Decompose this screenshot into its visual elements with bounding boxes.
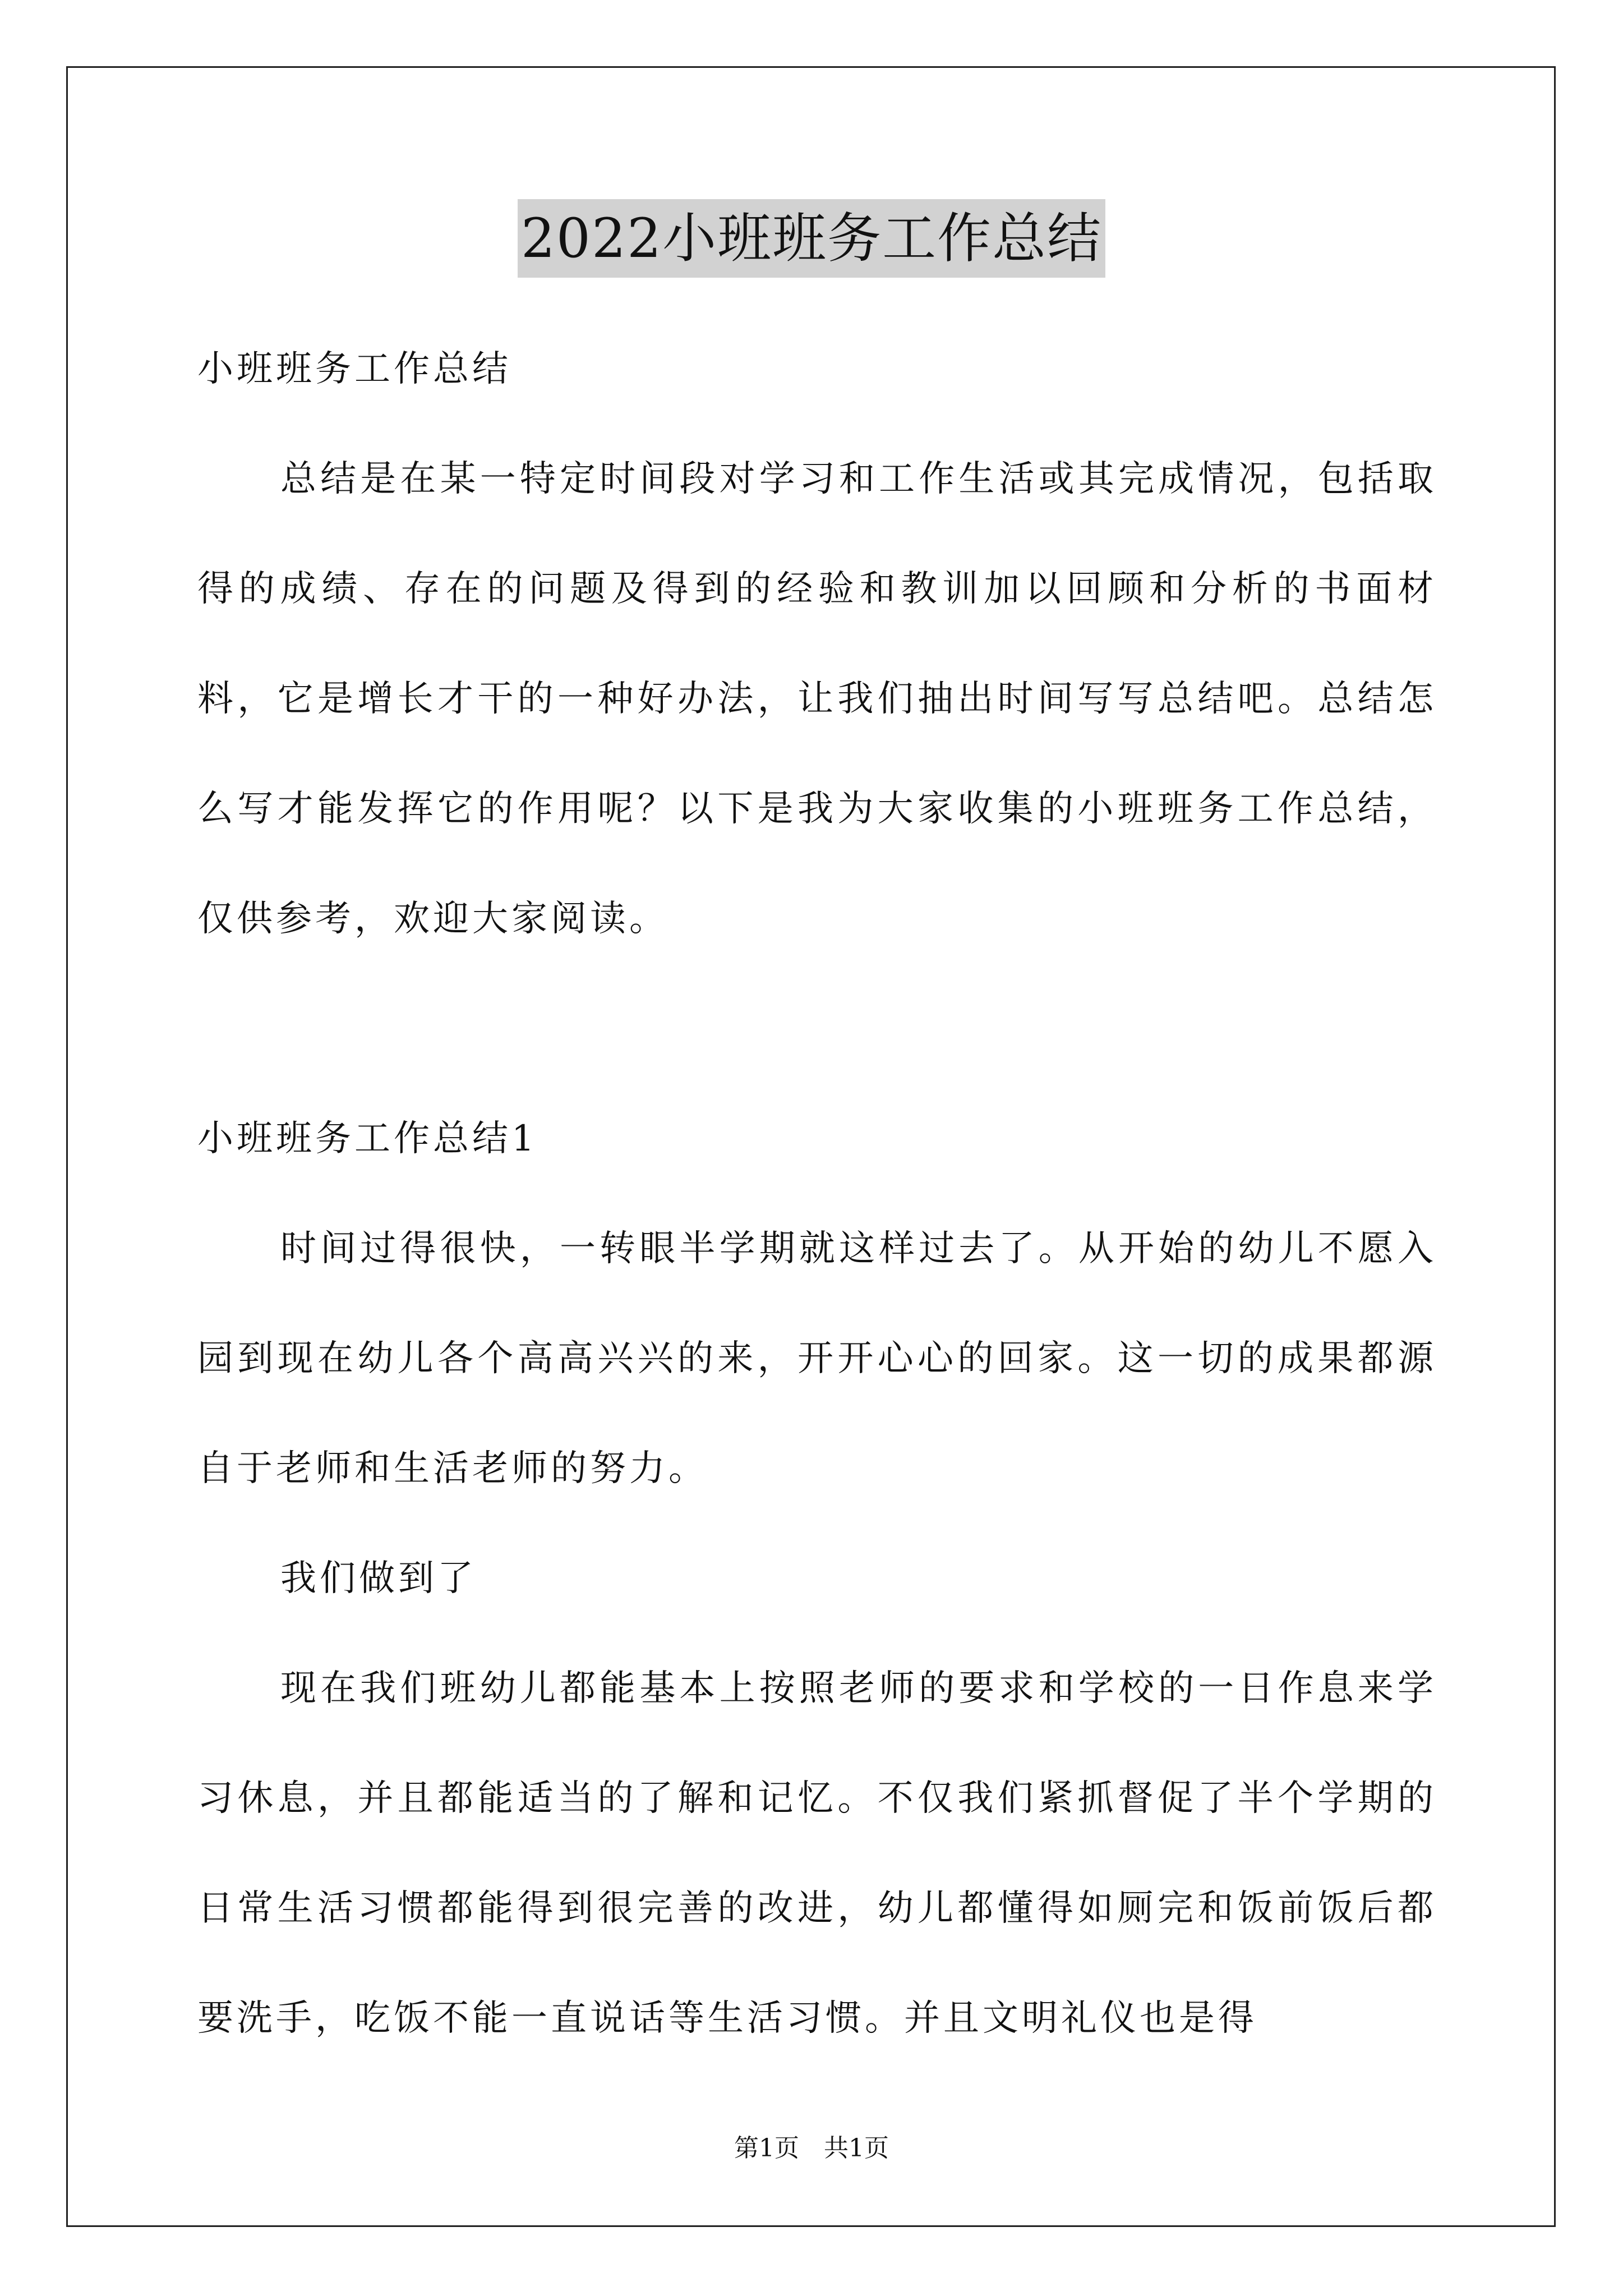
intro-paragraph: 总结是在某一特定时间段对学习和工作生活或其完成情况，包括取得的成绩、存在的问题及得到的经验和教训加以回顾和分析的书面材料，它是增长才干的一种好办法，让我们抽出时间写写总结吧。总结怎么写才能发挥它的作用呢？以下是我为大家收集的小班班务工作总结，仅供参考，欢迎大家阅读。 [197,458,1437,940]
document-title: 2022小班班务工作总结 [518,199,1105,278]
body-paragraph: 现在我们班幼儿都能基本上按照老师的要求和学校的一日作息来学习休息，并且都能适当的了解和记忆。不仅我们紧抓督促了半个学期的日常生活习惯都能得到很完善的改进，幼儿都懂得如厕完和饭前饭后都要洗手，吃饭不能一直说话等生活习惯。并且文明礼仪也是得 [197,1668,1437,2039]
body-paragraph: 时间过得很快，一转眼半学期就这样过去了。从开始的幼儿不愿入园到现在幼儿各个高高兴兴的来，开开心心的回家。这一切的成果都源自于老师和生活老师的努力。 [197,1228,1437,1489]
page-footer: 第1页 共1页 [734,2134,889,2162]
section-spacer [197,974,1437,1084]
body-paragraph: 我们做到了 [280,1558,477,1599]
section-heading: 小班班务工作总结1 [197,1118,538,1159]
subtitle-heading: 小班班务工作总结 [197,348,511,390]
title-container [0,199,1623,278]
document-body [197,314,1437,2073]
